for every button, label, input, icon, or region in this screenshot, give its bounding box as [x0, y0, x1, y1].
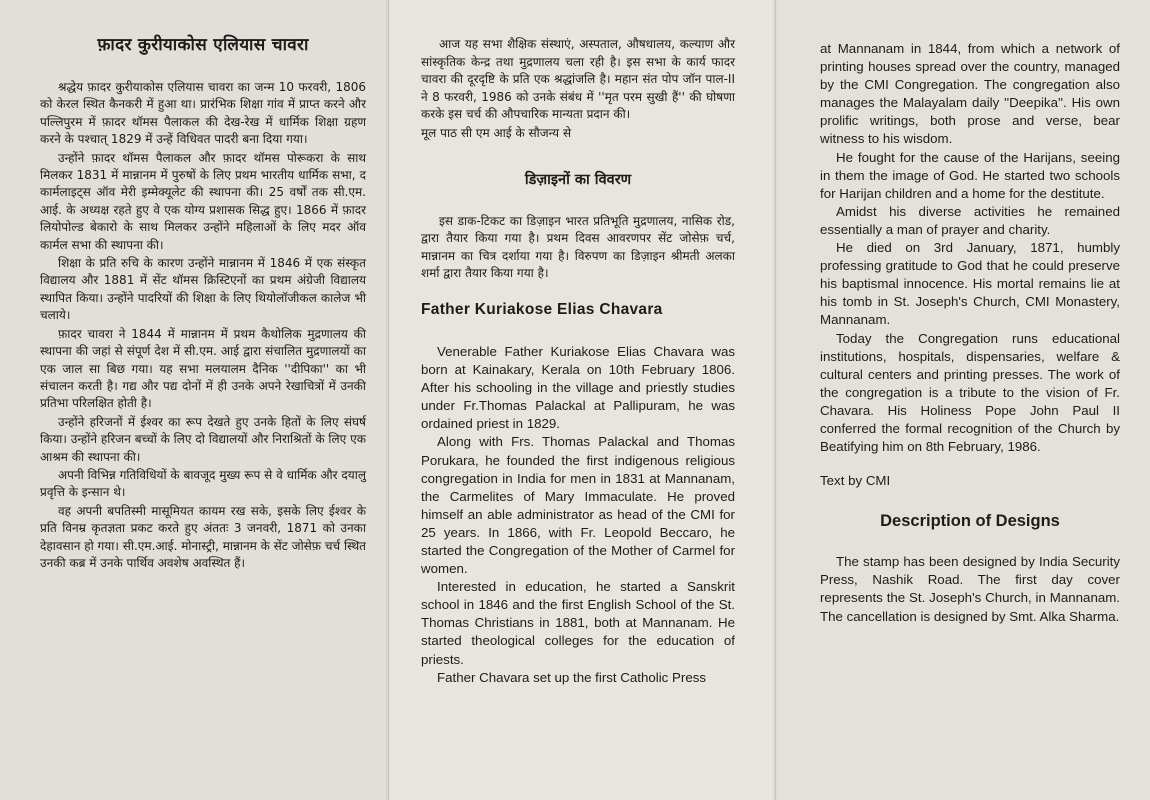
english-panel-right [775, 0, 1150, 800]
hindi-paragraph: वह अपनी बपतिस्मी मासूमियत कायम रख सके, इसके लिए ईश्वर के प्रति विनम्र कृतज्ञता प्रकट करते हुए अंततः 3 जनवरी, 1871 को उनका देहावसान हो गया। सी.एम.आई. मोनास्ट्री, मान्नानम के सेंट जोसेफ़ चर्च स्थित उनकी कब्र में उनके पार्थिव अवशेष अवस्थित हैं। [40, 503, 366, 570]
hindi-panel-left [0, 0, 388, 800]
english-paragraph: Interested in education, he started a Sanskrit school in 1846 and the first English School of the St. Thomas Christians in 1881, both at Mannanam. He started theological colleges for the education of priests. [421, 579, 735, 667]
hindi-design-heading: डिज़ाइनों का विवरण [524, 171, 632, 188]
english-design-text: The stamp has been designed by India Security Press, Nashik Road. The first day cover represents the St. Joseph's Church, in Mannanam. The cancellation is designed by Smt. Alka Sharma. [820, 554, 1120, 624]
english-paragraph: He fought for the cause of the Harijans, seeing in them the image of God. He started two schools for Harijan children and a home for the destitute. [820, 149, 1120, 201]
english-credit: Text by CMI [820, 473, 891, 489]
hindi-title: फ़ादर कुरीयाकोस एलियास चावरा [97, 35, 309, 55]
english-paragraph: He died on 3rd January, 1871, humbly professing gratitude to God that he could preserve his baptismal innocence. His mortal remains lie at his tomb in St. Joseph's Church, CMI Monastery, Mannanam. [820, 240, 1120, 328]
english-paragraph: Venerable Father Kuriakose Elias Chavara was born at Kainakary, Kerala on 10th February 1806. After his schooling in the village and priestly studies under Fr.Thomas Palackal at Pallipuram, he was ordained priest in 1829. [421, 343, 735, 432]
fold-line [386, 0, 392, 800]
hindi-credit: मूल पाठ सी एम आई के सौजन्य से [421, 125, 572, 140]
english-paragraph: Today the Congregation runs educational institutions, hospitals, dispensaries, welfare & cultural centers and printing presses. The work of the congregation is a tribute to the vision of Fr. Chavara. His Holiness Pope John Paul II conferred the formal recognition of the Church by Beatifying him on 8th February, 1986. [820, 330, 1120, 455]
hindi-design-text: इस डाक-टिकट का डिज़ाइन भारत प्रतिभूति मुद्रणालय, नासिक रोड, द्वारा तैयार किया गया है। प्रथम दिवस आवरणपर सेंट जोसेफ़ चर्च, मान्नानम का चित्र दर्शाया गया है। विरुपण का डिज़ाइन श्रीमती अलका शर्मा द्वारा तैयार किया गया है। [421, 213, 735, 281]
hindi-paragraph: उन्होंने फ़ादर थॉमस पैलाकल और फ़ादर थॉमस पोरूकरा के साथ मिलकर 1831 में मान्नानम में पुरुषों के लिए प्रथम भारतीय धार्मिक सभा, द कार्मलाइट्स ऑव मेरी इम्मेक्यूलेट की स्थापना की। 25 वर्षों तक सी.एम. आई. के अध्यक्ष रहते हुए वे एक योग्य प्रशासक सिद्ध हुए। 1866 में फ़ादर लियोपोल्ड बेकारो के साथ मिलकर उन्होंने महिलाओं के लिए मदर ऑव कार्मल सभा की स्थापना की। [40, 150, 366, 252]
english-title: Father Kuriakose Elias Chavara [421, 300, 663, 318]
fold-line [773, 0, 779, 800]
hindi-paragraph: फ़ादर चावरा ने 1844 में मान्नानम में प्रथम कैथोलिक मुद्रणालय की स्थापना की जहां से संपूर्ण देश में सी.एम. आई द्वारा संचालित मुद्रणालयों का एक जाल सा बिछ गया। यह सभा मलयालम दैनिक ''दीपिका'' का भी संचालन करती है। गद्य और पद्य दोनों में ही उनके अपने रेखाचित्रों में उनकी प्रतिभा परिलक्षित होती है। [40, 326, 366, 411]
english-design-heading: Description of Designs [880, 512, 1060, 531]
hindi-paragraph: शिक्षा के प्रति रुचि के कारण उन्होंने मान्नानम में 1846 में एक संस्कृत विद्यालय और 1881 में सेंट थॉमस क्रिस्टिएनों का प्रथम अंग्रेजी विद्यालय स्थापित किया। उन्होंने पादरियों की शिक्षा के लिए थियोलॉजीकल कालेज भी चलाये। [40, 256, 366, 323]
middle-panel [388, 0, 775, 800]
hindi-paragraph: अपनी विभिन्न गतिविधियों के बावजूद मुख्य रूप से वे धार्मिक और दयालु प्रवृत्ति के इन्सान थे। [40, 467, 366, 500]
hindi-paragraph: उन्होंने हरिजनों में ईश्वर का रूप देखते हुए उनके हितों के लिए संघर्ष किया। उन्होंने हरिजन बच्चों के लिए दो विद्यालयों और निराश्रितों के लिए एक आश्रम की स्थापना की। [40, 414, 366, 464]
english-paragraph: Father Chavara set up the first Catholic Press [437, 669, 707, 685]
english-continuation: at Mannanam in 1844, from which a network of printing houses spread over the country, managed by the CMI Congregation. The congregation also manages the Malayalam daily ''Deepika''. His own prolific writings, both prose and verse, bear witness to his wisdom. [820, 41, 1120, 147]
english-paragraph: Along with Frs. Thomas Palackal and Thomas Porukara, he founded the first indigenous religious congregation in India for men in 1831 at Mannanam, the Carmelites of Mary Immaculate. He proved himself an able administrator as head of the CMI for 25 years. In 1866, with Fr. Leopold Beccaro, he started the Congregation of the Mother of Carmel for women. [421, 434, 735, 577]
english-paragraph: Amidst his diverse activities he remained essentially a man of prayer and charity. [820, 203, 1120, 237]
hindi-paragraph: आज यह सभा शैक्षिक संस्थाएं, अस्पताल, औषधालय, कल्याण और सांस्कृतिक केन्द्र तथा मुद्रणालय चला रही है। इस सभा के कार्य फादर चावरा की दूरदृष्टि के प्रति एक श्रद्धांजलि है। महान संत पोप जॉन पाल-II ने 8 फरवरी, 1986 को उनके संबंध में ''मृत परम सुखी हैं'' की घोषणा करके इस चर्च की औपचारिक मान्यता प्रदान की। [421, 37, 735, 122]
hindi-paragraph: श्रद्धेय फ़ादर कुरीयाकोस एलियास चावरा का जन्म 10 फरवरी, 1806 को केरल स्थित कैनकरी में हुआ था। प्रारंभिक शिक्षा गांव में प्राप्त करने और पल्लिपुरम में फ़ादर थॉमस पैलाकल की देख-रेख में धार्मिक शिक्षा ग्रहण करने के पश्चात् 1829 में उन्हें विधिवत पादरी बना दिया गया। [40, 80, 366, 147]
